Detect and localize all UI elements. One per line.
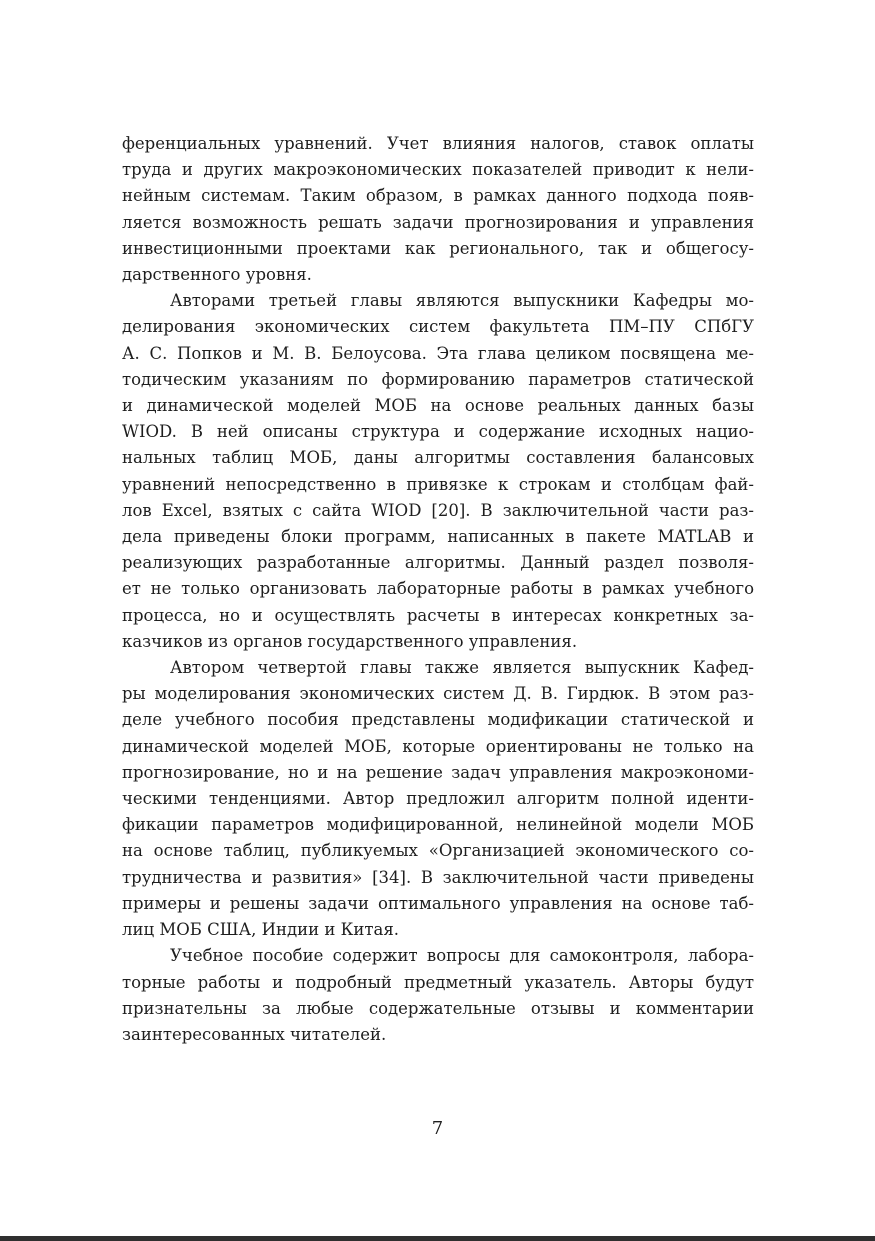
text-line: примеры и решены задачи оптимального управления на основе таб- xyxy=(122,893,754,913)
text-line: тодическим указаниям по формированию параметров статической xyxy=(122,369,754,389)
text-line: Авторами третьей главы являются выпускники Кафедры мо- xyxy=(170,291,754,311)
text-line: признательны за любые содержательные отзывы и комментарии xyxy=(122,998,754,1018)
text-line: ляется возможность решать задачи прогнозирования и управления xyxy=(122,212,754,232)
text-line: инвестиционными проектами как регионального, так и общегосу- xyxy=(122,238,754,258)
page-bottom-edge xyxy=(0,1236,875,1241)
text-line: фикации параметров модифицированной, нелинейной модели МОБ xyxy=(122,815,754,835)
text-line: на основе таблиц, публикуемых «Организацией экономического со- xyxy=(122,841,754,861)
text-block xyxy=(122,131,754,1048)
text-line: Учебное пособие содержит вопросы для самоконтроля, лабора- xyxy=(170,946,754,966)
paragraph xyxy=(122,655,754,943)
text-line: делирования экономических систем факультета ПМ–ПУ СПбГУ xyxy=(122,317,754,337)
text-line: Автором четвертой главы также является выпускник Кафед- xyxy=(170,658,754,678)
text-line: дела приведены блоки программ, написанных в пакете MATLAB и xyxy=(122,527,754,547)
text-line: WIOD. В ней описаны структура и содержание исходных нацио- xyxy=(122,422,754,442)
text-line: торные работы и подробный предметный указатель. Авторы будут xyxy=(122,972,754,992)
text-line: реализующих разработанные алгоритмы. Данный раздел позволя- xyxy=(122,553,754,573)
text-line: ческими тенденциями. Автор предложил алгоритм полной иденти- xyxy=(122,789,754,809)
text-line: казчиков из органов государственного управления. xyxy=(122,631,578,651)
text-line: ференциальных уравнений. Учет влияния налогов, ставок оплаты xyxy=(122,134,754,153)
text-line: заинтересованных читателей. xyxy=(122,1024,387,1044)
text-line: прогнозирование, но и на решение задач управления макроэкономи- xyxy=(122,762,754,782)
text-line: динамической моделей МОБ, которые ориентированы не только на xyxy=(122,736,754,756)
text-line: лиц МОБ США, Индии и Китая. xyxy=(122,920,399,940)
paragraph xyxy=(122,288,754,655)
text-line: процесса, но и осуществлять расчеты в интересах конкретных за- xyxy=(122,605,754,625)
text-line: лов Excel, взятых с сайта WIOD [20]. В заключительной части раз- xyxy=(122,500,754,520)
text-line: уравнений непосредственно в привязке к строкам и столбцам фай- xyxy=(122,474,754,494)
paragraph xyxy=(122,131,754,288)
text-line: нальных таблиц МОБ, даны алгоритмы составления балансовых xyxy=(122,448,754,468)
text-line: ры моделирования экономических систем Д. В. Гирдюк. В этом раз- xyxy=(122,684,754,704)
text-line: ет не только организовать лабораторные работы в рамках учебного xyxy=(122,579,754,599)
text-line: деле учебного пособия представлены модификации статической и xyxy=(122,710,754,730)
page-number: 7 xyxy=(431,1118,444,1139)
paragraph xyxy=(122,943,754,1048)
text-line: А. С. Попков и М. В. Белоусова. Эта глава целиком посвящена ме- xyxy=(122,343,754,363)
text-line: и динамической моделей МОБ на основе реальных данных базы xyxy=(122,396,754,416)
text-line: трудничества и развития» [34]. В заключительной части приведены xyxy=(122,867,754,887)
text-line: дарственного уровня. xyxy=(122,265,312,285)
text-line: нейным системам. Таким образом, в рамках данного подхода появ- xyxy=(122,186,754,206)
text-line: труда и других макроэкономических показателей приводит к нели- xyxy=(122,160,754,180)
